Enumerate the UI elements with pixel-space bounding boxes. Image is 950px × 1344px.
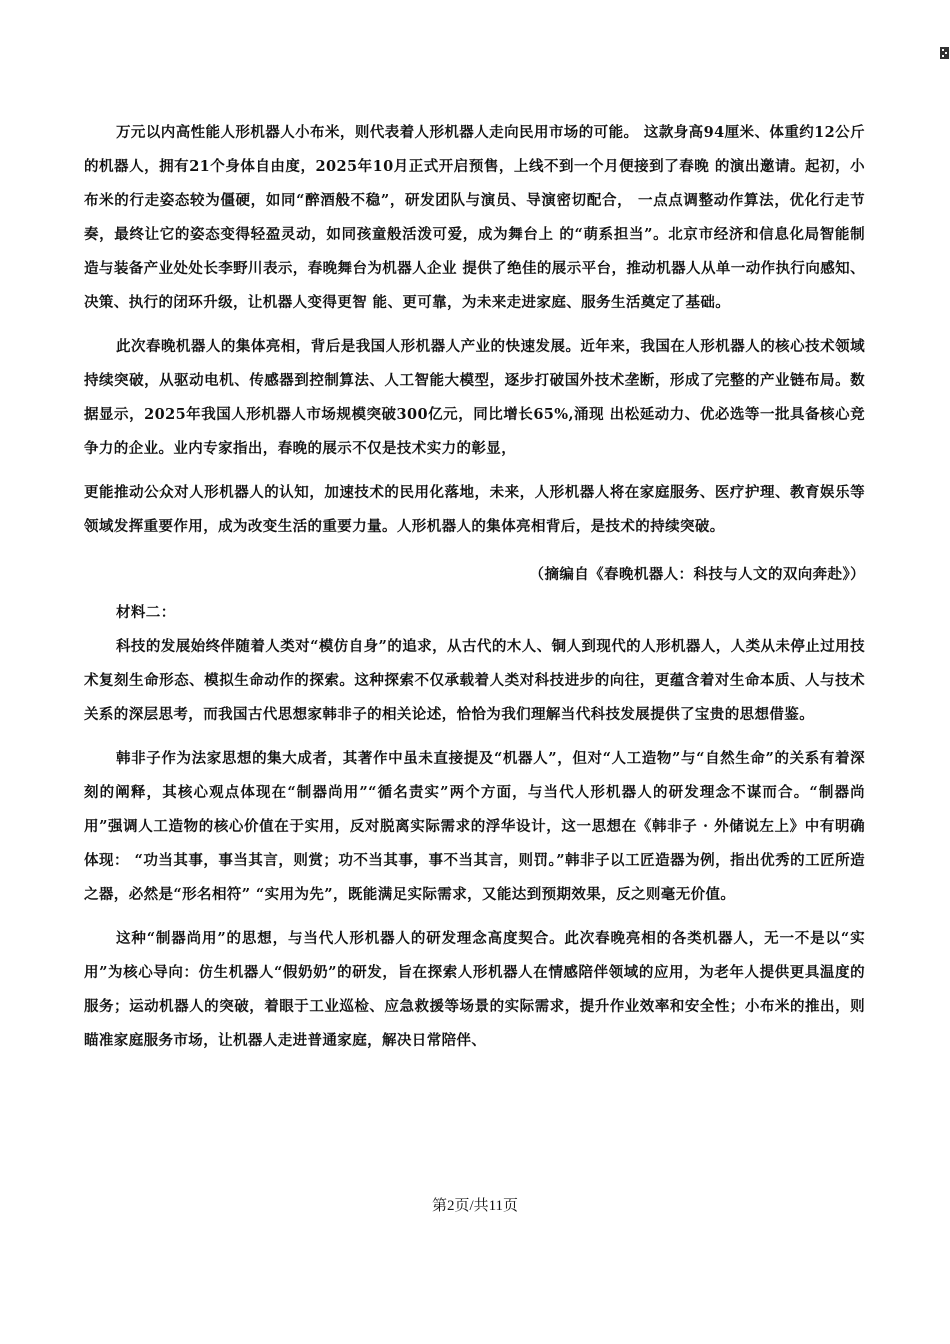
page-footer: 第2页/共11页 [431, 1198, 519, 1214]
paragraph-4: 科技的发展始终伴随着人类对“模仿自身”的追求，从古代的木人、铜人到现代的人形机器人，人类从未停止过用技术复刻生命形态、模拟生命动作的探索。这种探索不仅承载着人类对科技进步的向往，更蕴含着对生命本质、人与技术关系的深层思考，而我国古代思想家韩非子的相关论述，恰恰为我们理解当代科技发展提供了宝贵的思想借鉴。 [84, 638, 865, 723]
paragraph-1: 万元以内高性能人形机器人小布米，则代表着人形机器人走向民用市场的可能。 这款身高94厘米、体重约12公斤的机器人，拥有21个身体自由度，2025年10月正式开启预售，上线不到一个月便接到了春晚 的演出邀请。起初，小布米的行走姿态较为僵硬，如同“醉酒般不稳”，研发团队与演员、导演密切配合， 一点点调整动作算法，优化行走节奏，最终让它的姿态变得轻盈灵动，如同孩童般活泼可爱，成为舞台上 的“萌系担当”。北京市经济和信息化局智能制造与装备产业处处长李野川表示，春晚舞台为机器人企业 提供了绝佳的展示平台，推动机器人从单一动作执行向感知、决策、执行的闭环升级，让机器人变得更智 能、更可靠，为未来走进家庭、服务生活奠定了基础。 [84, 124, 865, 311]
paragraph-6: 这种“制器尚用”的思想，与当代人形机器人的研发理念高度契合。此次春晚亮相的各类机器人，无一不是以“实用”为核心导向：仿生机器人“假奶奶”的研发，旨在探索人形机器人在情感陪伴领域的应用，为老年人提供更具温度的服务；运动机器人的突破，着眼于工业巡检、应急救援等场景的实际需求，提升作业效率和安全性；小布米的推出，则瞄准家庭服务市场，让机器人走进普通家庭，解决日常陪伴、 [84, 930, 865, 1049]
paragraph-5: 韩非子作为法家思想的集大成者，其著作中虽未直接提及“机器人”，但对“人工造物”与“自然生命”的关系有着深刻的阐释，其核心观点体现在“制器尚用”“循名责实”两个方面，与当代人形机器人的研发理念不谋而合。“制器尚用”强调人工造物的核心价值在于实用，反对脱离实际需求的浮华设计，这一思想在《韩非子 · 外储说左上》中有明确体现： “功当其事，事当其言，则赏；功不当其事，事不当其言，则罚。”韩非子以工匠造器为例，指出优秀的工匠所造之器，必然是“形名相符” “实用为先”，既能满足实际需求，又能达到预期效果，反之则毫无价值。 [84, 750, 865, 903]
corner-mark-icon [939, 46, 950, 60]
paragraph-3: 更能推动公众对人形机器人的认知，加速技术的民用化落地，未来，人形机器人将在家庭服务、医疗护理、教育娱乐等领域发挥重要作用，成为改变生活的重要力量。人形机器人的集体亮相背后，是技术的持续突破。 [84, 484, 865, 535]
document-body [84, 116, 865, 1058]
paragraph-2: 此次春晚机器人的集体亮相，背后是我国人形机器人产业的快速发展。近年来，我国在人形机器人的核心技术领域持续突破，从驱动电机、传感器到控制算法、人工智能大模型，逐步打破国外技术垄断，形成了完整的产业链布局。数据显示，2025年我国人形机器人市场规模突破300亿元，同比增长65%,涌现 出松延动力、优必选等一批具备核心竞争力的企业。业内专家指出，春晚的展示不仅是技术实力的彰显， [84, 338, 865, 457]
material-label: 材料二： [116, 604, 176, 621]
source-citation: （摘编自《春晚机器人：科技与人文的双向奔赴》） [529, 566, 865, 583]
